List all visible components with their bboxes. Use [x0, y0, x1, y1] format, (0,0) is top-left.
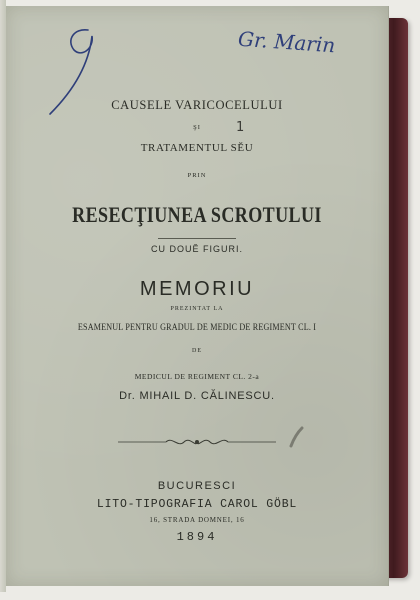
by-label: DE — [192, 348, 202, 354]
subtitle: CU DOUĔ FIGURI. — [150, 244, 243, 254]
ink-smudge — [288, 426, 306, 448]
imprint-address: 16, STRADA DOMNEI, 16 — [149, 516, 245, 524]
author-name: Dr. MIHAIL D. CĂLINESCU. — [119, 390, 275, 402]
imprint-printer: LITO-TIPOGRAFIA CAROL GÖBL — [96, 498, 298, 511]
presented-label: PREZINTAT LA — [170, 306, 224, 312]
conjunction-si: ŞI — [193, 124, 201, 131]
pencil-number: 1 — [236, 120, 245, 135]
exam-line: ESAMENUL PENTRU GRADUL DE MEDIC DE REGIMENT CL. I — [77, 322, 317, 332]
genre-heading: MEMORIU — [139, 278, 255, 300]
author-rank: MEDICUL DE REGIMENT CL. 2-a — [134, 372, 260, 381]
divider-rule — [158, 238, 236, 239]
ornament-divider — [6, 436, 388, 448]
title-page — [6, 6, 389, 586]
imprint-year: 1894 — [176, 530, 218, 544]
title-line-1: CAUSELE VARICOCELULUI — [111, 98, 283, 112]
conjunction-prin: PRIN — [187, 172, 207, 179]
imprint-city: BUCURESCI — [157, 480, 237, 492]
handwritten-signature: Gr. Marin — [237, 26, 337, 58]
title-line-2: TRATAMENTUL SĔU — [140, 142, 254, 154]
main-title: RESECŢIUNEA SCROTULUI — [72, 202, 322, 227]
